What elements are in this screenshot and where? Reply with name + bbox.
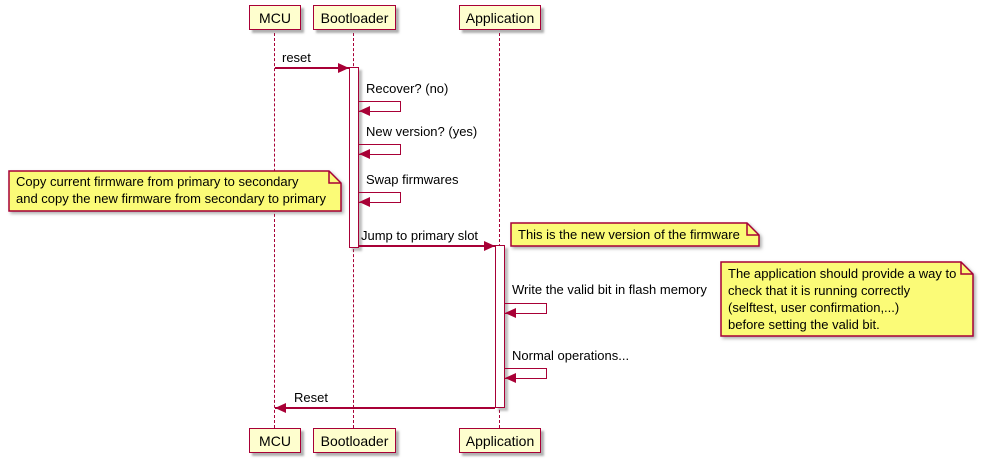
participant-application-top — [459, 5, 541, 30]
arrowhead-left-icon — [359, 197, 370, 207]
participant-label: Application — [465, 9, 535, 26]
participant-label: Application — [465, 432, 535, 449]
participant-label: MCU — [259, 9, 291, 26]
participant-bootloader-bottom — [313, 428, 396, 453]
participant-label: Bootloader — [320, 9, 389, 26]
participant-mcu-top — [249, 5, 301, 30]
arrowhead-left-icon — [359, 106, 370, 116]
participant-mcu-bottom — [249, 428, 301, 453]
message-label-normal-ops: Normal operations... — [512, 348, 630, 363]
note-app-check — [720, 261, 974, 337]
note-copy-firmware — [8, 170, 342, 212]
arrowhead-right-icon — [338, 63, 349, 73]
message-label-recover: Recover? (no) — [366, 81, 449, 96]
message-label-reset: reset — [282, 50, 311, 65]
activation-bootloader — [349, 67, 359, 248]
message-line-jump — [359, 245, 495, 247]
message-label-swap: Swap firmwares — [366, 172, 459, 187]
participant-application-bottom — [459, 428, 541, 453]
participant-label: Bootloader — [320, 432, 389, 449]
note-new-firmware — [510, 222, 760, 247]
arrowhead-left-icon — [505, 308, 516, 318]
message-label-jump: Jump to primary slot — [361, 228, 479, 243]
message-label-write-valid: Write the valid bit in flash memory — [512, 282, 707, 297]
participant-bootloader-top — [313, 5, 396, 30]
message-line-reset-back — [275, 407, 495, 409]
message-label-new-version: New version? (yes) — [366, 124, 478, 139]
arrowhead-right-icon — [484, 241, 495, 251]
participant-label: MCU — [259, 432, 291, 449]
lifeline-mcu — [274, 33, 275, 428]
note-text: This is the new version of the firmware — [518, 227, 740, 242]
note-text: The application should provide a way to check that it is running correctly (selftest, user confirmation,...) before setting the valid bit. — [728, 266, 957, 332]
activation-application — [495, 245, 505, 408]
arrowhead-left-icon — [359, 149, 370, 159]
arrowhead-left-icon — [505, 373, 516, 383]
message-label-reset-back: Reset — [294, 390, 328, 405]
note-text: Copy current firmware from primary to secondary and copy the new firmware from secondary to primary — [16, 174, 326, 206]
arrowhead-left-icon — [275, 403, 286, 413]
